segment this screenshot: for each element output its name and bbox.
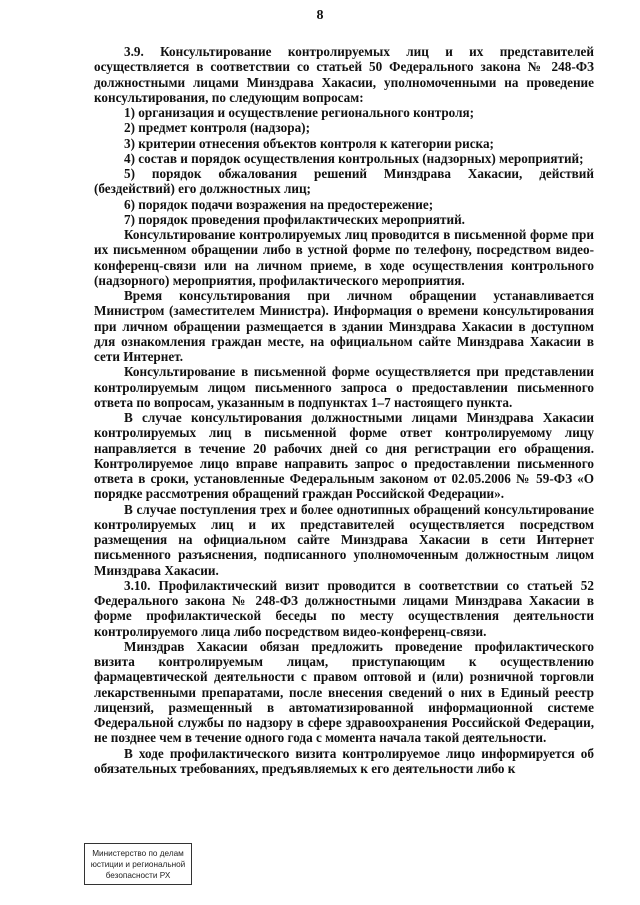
page-number: 8 xyxy=(316,8,324,23)
paragraph-3-9: 3.9. Консультирование контролируемых лиц и их представителей осуществляется в соответствии со статьей 50 Федерального закона № 248-ФЗ должностными лицами Минздрава Хакасии, уполномоченными на проведение консультирования, по следующим вопросам: xyxy=(94,44,594,105)
stamp-line: безопасности РХ xyxy=(105,871,171,880)
stamp-line: юстиции и региональной xyxy=(90,860,186,869)
document-body xyxy=(94,44,594,776)
paragraph: Консультирование контролируемых лиц проводится в письменной форме при их письменном обращении либо в устной форме по телефону, посредством видео-конференц-связи или на личном приеме, в ходе осуществления контрольного (надзорного) мероприятия, профилактического мероприятия. xyxy=(94,227,594,288)
list-item: 3) критерии отнесения объектов контроля к категории риска; xyxy=(124,135,494,151)
paragraph: Время консультирования при личном обращении устанавливается Министром (заместителем Министра). Информация о времени консультирования при личном обращении размещается в здании Минздрава Хакасии в доступном для ознакомления граждан месте, на официальном сайте Минздрава Хакасии в сети Интернет. xyxy=(94,288,594,364)
paragraph: В ходе профилактического визита контролируемое лицо информируется об обязательных требованиях, предъявляемых к его деятельности либо к xyxy=(94,745,594,776)
list-item: 6) порядок подачи возражения на предостережение; xyxy=(124,196,434,212)
paragraph: Минздрав Хакасии обязан предложить проведение профилактического визита контролируемым лицам, приступающим к осуществлению фармацевтической деятельности с правом оптовой и (или) розничной торговли лекарственными препаратами, после внесения сведений о них в Единый реестр лицензий, размещенный в автоматизированной информационной системе Федеральной службы по надзору в сфере здравоохранения Российской Федерации, не позднее чем в течение одного года с момента начала такой деятельности. xyxy=(94,638,594,746)
list-item: 7) порядок проведения профилактических мероприятий. xyxy=(124,211,465,227)
paragraph: В случае поступления трех и более однотипных обращений консультирование контролируемых лиц и их представителей осуществляется посредством размещения на официальном сайте Минздрава Хакасии в сети Интернет письменного разъяснения, подписанного уполномоченным должностным лицом Минздрава Хакасии. xyxy=(94,501,594,578)
list-item: 4) состав и порядок осуществления контрольных (надзорных) мероприятий; xyxy=(124,150,584,166)
list-item: 5) порядок обжалования решений Минздрава Хакасии, действий (бездействий) его должностных лиц; xyxy=(94,166,594,197)
paragraph: В случае консультирования должностными лицами Минздрава Хакасии контролируемых лиц в письменной форме ответ контролируемому лицу направляется в течение 20 рабочих дней со дня регистрации его обращения. Контролируемое лицо вправе направить запрос о предоставлении письменного ответа в сроки, установленные Федеральным законом от 02.05.2006 № 59-ФЗ «О порядке рассмотрения обращений граждан Российской Федерации». xyxy=(94,410,594,502)
stamp-line: Министерство по делам xyxy=(92,849,184,858)
paragraph-3-10: 3.10. Профилактический визит проводится в соответствии со статьей 52 Федерального закона № 248-ФЗ должностными лицами Минздрава Хакасии в форме профилактической беседы по месту осуществления деятельности контролируемого лица либо посредством видео-конференц-связи. xyxy=(94,577,594,639)
list-item: 2) предмет контроля (надзора); xyxy=(124,120,310,136)
paragraph: Консультирование в письменной форме осуществляется при представлении контролируемым лицом письменного запроса о предоставлении письменного ответа по вопросам, указанным в подпунктах 1–7 настоящего пункта. xyxy=(94,364,594,410)
registration-stamp xyxy=(84,843,192,885)
list-item: 1) организация и осуществление регионального контроля; xyxy=(124,105,475,120)
